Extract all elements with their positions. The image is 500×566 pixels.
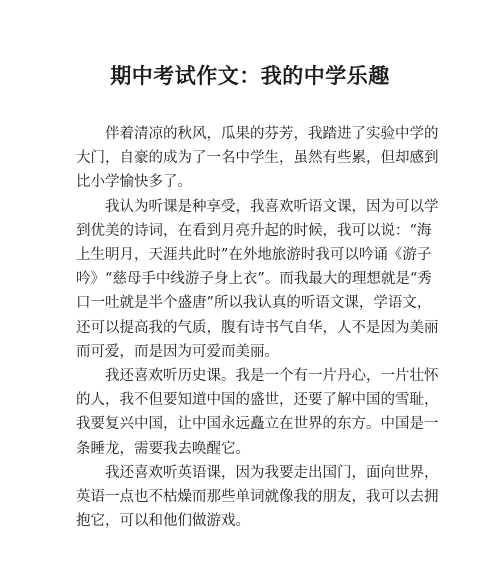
text-line: 到优美的诗词，在看到月亮升起的时候，我可以说：“海 (76, 222, 432, 239)
text-line: 我要复兴中国，让中国永远矗立在世界的东方。中国是一 (76, 416, 439, 433)
paragraph-3 (76, 364, 439, 461)
essay-body (76, 122, 439, 533)
paragraph-4 (76, 461, 439, 534)
text-line: 我还喜欢听历史课。我是一个有一片丹心，一片壮怀 (105, 368, 439, 385)
paragraph-1 (76, 122, 439, 195)
text-line: 比小学愉快多了。 (76, 174, 192, 191)
page-title: 期中考试作文：我的中学乐趣 (110, 63, 390, 88)
paragraph-2 (76, 195, 439, 364)
text-line: 还可以提高我的气质，腹有诗书气自华，人不是因为美丽 (76, 319, 439, 336)
text-line: 抱它，可以和他们做游戏。 (76, 513, 250, 530)
text-line: 吟》“慈母手中线游子身上衣”。而我最大的理想就是“秀 (76, 271, 432, 288)
text-line: 我认为听课是种享受，我喜欢听语文课，因为可以学 (105, 198, 439, 215)
text-line: 条睡龙，需要我去唤醒它。 (76, 440, 250, 457)
text-line: 英语一点也不枯燥而那些单词就像我的朋友，我可以去拥 (76, 489, 439, 506)
text-line: 大门，自豪的成为了一名中学生，虽然有些累，但却感到 (76, 150, 439, 167)
text-line: 的人，我不但要知道中国的盛世，还要了解中国的雪耻， (76, 392, 439, 409)
text-line: 我还喜欢听英语课，因为我要走出国门，面向世界， (105, 464, 439, 481)
text-line: 上生明月，天涯共此时”在外地旅游时我可以吟诵《游子 (76, 247, 432, 264)
text-line: 伴着清凉的秋风，瓜果的芬芳，我踏进了实验中学的 (105, 126, 439, 142)
text-line: 而可爱，而是因为可爱而美丽。 (76, 343, 279, 360)
text-line: 口一吐就是半个盛唐”所以我认真的听语文课，学语文， (76, 295, 432, 312)
